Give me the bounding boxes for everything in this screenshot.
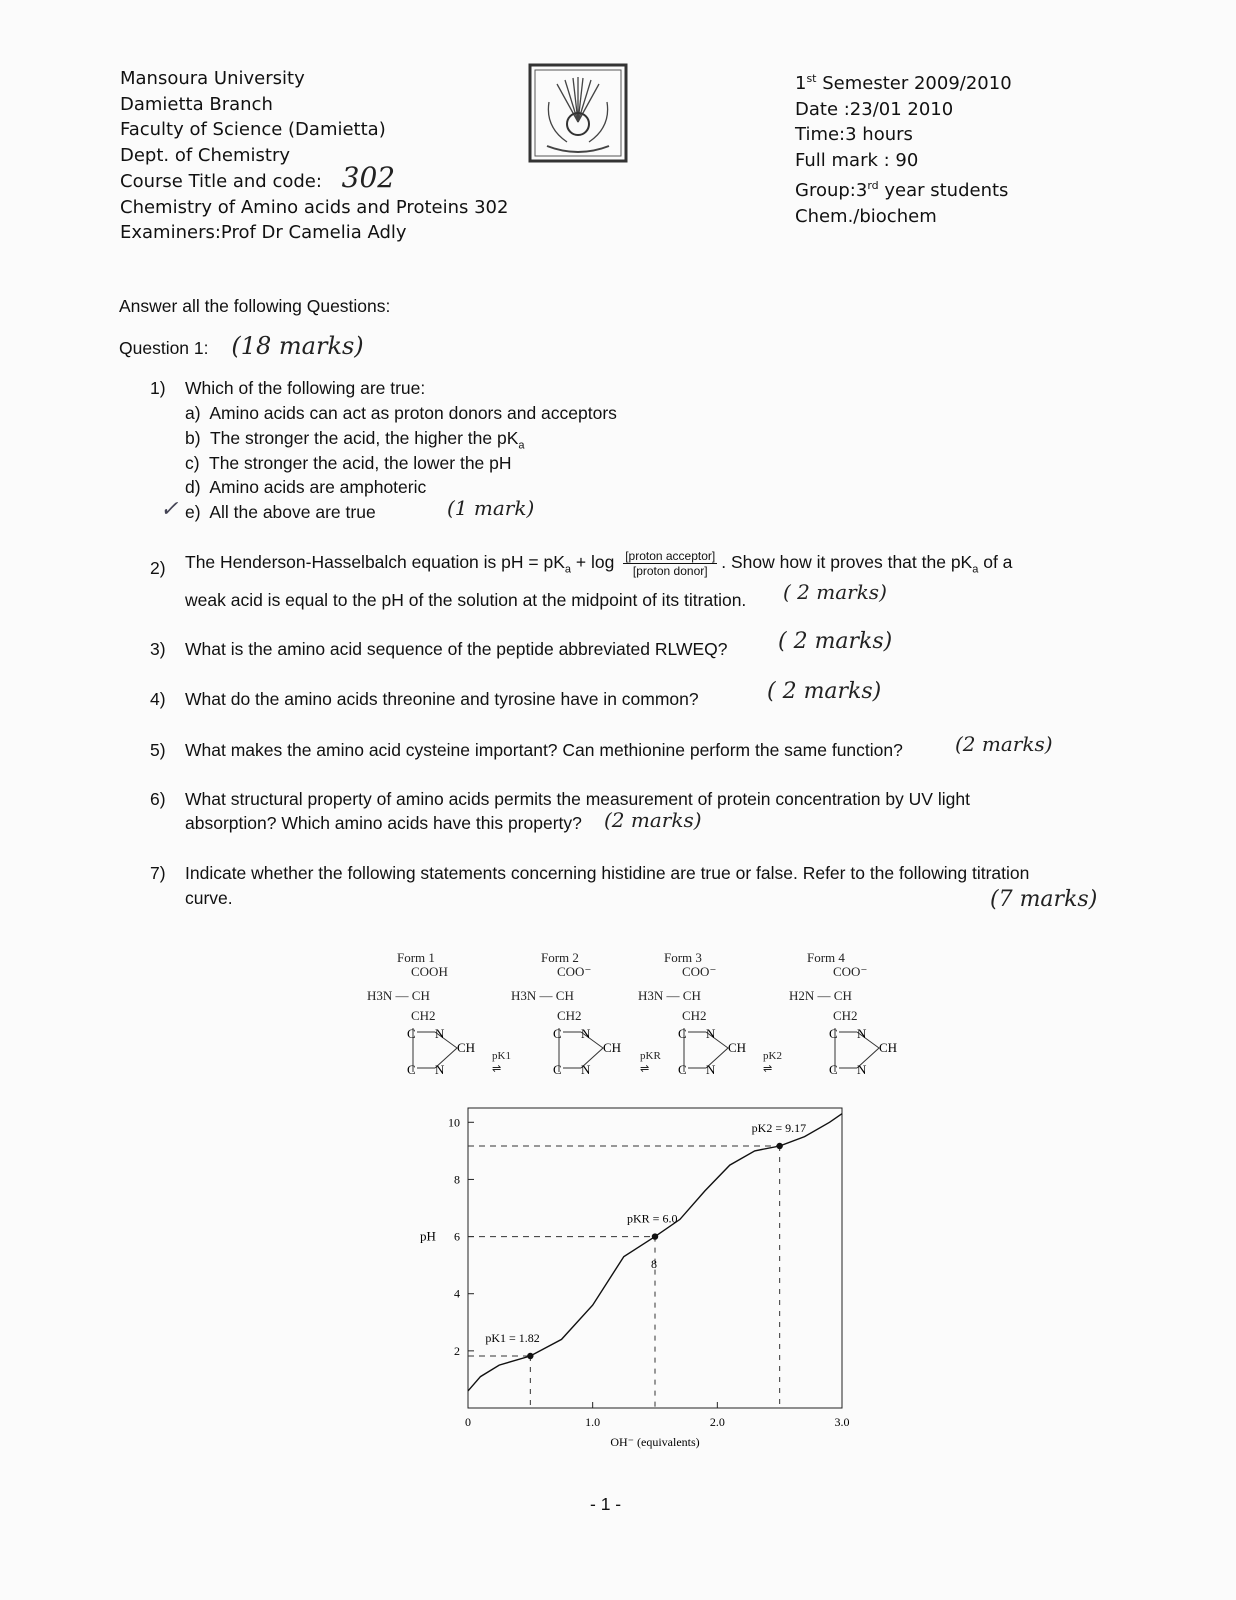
q1-marks-handwritten: (18 marks) [231,332,364,360]
group: Group:3rd year students [795,179,1009,201]
x-tick-label: 0 [465,1415,471,1429]
svg-text:CH: CH [457,1040,476,1055]
option-b: b) The stronger the acid, the higher the $pK_a$ [185,428,525,452]
y-axis-label: pH [420,1228,436,1244]
svg-text:C: C [553,1062,562,1077]
svg-text:N: N [435,1026,445,1041]
option-c: c) The stronger the acid, the lower the pH [185,453,512,473]
option-d: d) Amino acids are amphoteric [185,477,427,497]
svg-text:CH: CH [879,1040,898,1055]
hh-fraction: $\frac{\text{[proton acceptor]}}{\text{[proton donor]}}$ [625,549,716,578]
equilibrium-arrow-pk2: pK2 ⇌ [763,1050,782,1075]
x-tick-label: 3.0 [834,1415,850,1429]
pk-label-0: pK1 = 1.82 [485,1331,540,1345]
svg-text:C: C [553,1026,562,1041]
exam-date: Date :23/01 2010 [795,98,954,120]
page-number: - 1 - [590,1494,622,1514]
x-axis-label: OH⁻ (equivalents) [610,1435,700,1449]
y-tick-label: 4 [454,1286,460,1301]
histidine-form-1: Form 1 COOH H3N — CH CH2 C N CH C N [367,950,476,1077]
svg-text:C: C [829,1062,838,1077]
exam-time: Time:3 hours [795,124,913,145]
check-mark-icon: ✓ [160,497,179,522]
svg-text:N: N [857,1062,867,1077]
pk-point-0 [527,1353,533,1359]
department: Dept. of Chemistry [120,144,291,166]
course-title-line: Course Title and code: 302 [120,161,396,194]
q1-2-marks-handwritten: ( 2 marks) [783,580,887,604]
svg-text:CH: CH [728,1040,747,1055]
svg-text:C: C [407,1062,416,1077]
equilibrium-arrow-pkr: pKR ⇌ [640,1050,661,1075]
svg-text:N: N [706,1026,716,1041]
branch: Damietta Branch [120,93,273,115]
q1-7-marks-handwritten: (7 marks) [990,887,1098,912]
department-short: Chem./biochem [795,205,937,227]
header-left [120,66,508,246]
option-a: a) Amino acids can act as proton donors and acceptors [185,403,617,423]
question-1-heading: Question 1: (18 marks) [119,332,364,360]
pk-label-1: pKR = 6.0 [627,1211,678,1226]
pk-label-2: pK2 = 9.17 [751,1121,807,1135]
histidine-form-3: Form 3 COO⁻ H3N — CH CH2 C N CH C N [638,950,747,1077]
university: Mansoura University [120,68,305,89]
q1-6-marks-handwritten: (2 marks) [604,808,702,832]
y-tick-label: 2 [454,1343,460,1358]
pk-point-1 [652,1233,658,1239]
svg-text:N: N [581,1062,591,1077]
pk-point-2 [776,1143,782,1149]
point-label: 8 [651,1257,657,1271]
svg-text:CH: CH [603,1040,622,1055]
x-tick-label: 2.0 [709,1415,725,1429]
option-e: e) All the above are true [185,502,376,522]
faculty: Faculty of Science (Damietta) [120,119,386,140]
q1-1-marks-handwritten: (1 mark) [447,496,535,520]
svg-text:N: N [581,1026,591,1041]
x-tick-label: 1.0 [585,1415,601,1429]
university-logo [527,62,629,164]
henderson-line: The Henderson-Hasselbalch equation is pH = $pK_a + \log$ $\frac{\text{[proton acceptor]}}{\text{[proton donor]}}$ . Show how it proves that the $pK_a$ of a [185,549,1013,578]
svg-text:C: C [678,1026,687,1041]
examiners: Examiners:Prof Dr Camelia Adly [120,222,407,243]
full-mark: Full mark : 90 [795,149,919,171]
semester: 1st Semester 2009/2010 [795,72,1012,94]
y-tick-label: 8 [454,1172,460,1187]
histidine-form-2: Form 2 COO⁻ H3N — CH CH2 C N CH C N [511,950,622,1077]
svg-text:C: C [407,1026,416,1041]
svg-text:N: N [706,1062,716,1077]
course-code-handwritten: 302 [341,161,396,194]
svg-text:C: C [829,1026,838,1041]
equilibrium-arrow-pk1: pK1 ⇌ [492,1050,511,1075]
q1-5-marks-handwritten: (2 marks) [955,732,1053,756]
q1-3-marks-handwritten: ( 2 marks) [778,629,893,654]
header-right [795,66,1012,229]
instructions: Answer all the following Questions: [119,296,391,316]
svg-text:N: N [435,1062,445,1077]
histidine-form-4: Form 4 COO⁻ H2N — CH CH2 C N CH C N [789,950,898,1077]
y-tick-label: 10 [448,1115,460,1130]
svg-text:N: N [857,1026,867,1041]
q1-4-marks-handwritten: ( 2 marks) [767,679,882,704]
course-name: Chemistry of Amino acids and Proteins 302 [120,196,509,218]
titration-chart [400,1100,880,1450]
y-tick-label: 6 [454,1229,460,1244]
svg-text:C: C [678,1062,687,1077]
